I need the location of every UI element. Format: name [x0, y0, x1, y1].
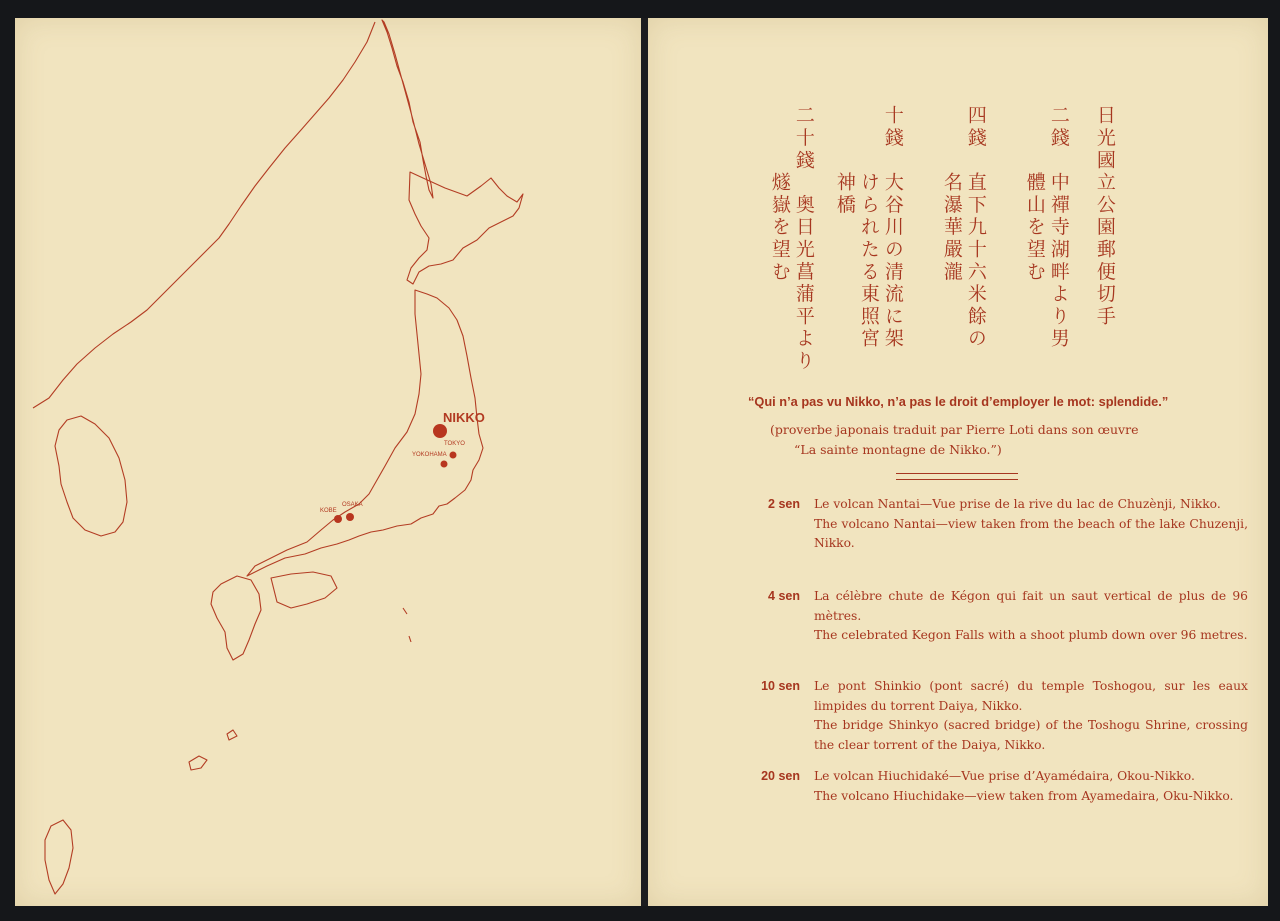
sen-value: 10 sen — [761, 679, 800, 693]
description-en: The volcano Hiuchidake—view taken from Ayamedaira, Oku-Nikko. — [814, 788, 1234, 803]
kobe-label: KOBE — [320, 508, 337, 514]
nikko-label: NIKKO — [443, 410, 485, 425]
hokkaido-outline — [407, 172, 523, 284]
proverb-line-2: “La sainte montagne de Nikko.”) — [794, 442, 1002, 457]
stamp-10-sen-column: 十錢 大谷川の清流に架 — [881, 105, 904, 351]
stamp-description — [814, 677, 1248, 755]
ryukyu-islands — [189, 730, 237, 770]
yokohama-dot — [441, 461, 448, 468]
stamp-2-sen-column: 二錢 中禪寺湖畔より男 — [1047, 105, 1070, 351]
description-en: The volcano Nantai—view taken from the beach of the lake Chuzenji, Nikko. — [814, 516, 1248, 550]
stamp-20-sen-column-cont: 燧嶽を望む — [768, 105, 791, 284]
stamp-description — [814, 587, 1248, 646]
kobe-dot — [334, 515, 342, 523]
asia-mainland-outline — [33, 22, 375, 408]
shikoku-outline — [271, 572, 337, 608]
proverb-line-1: (proverbe japonais traduit par Pierre Loti dans son œuvre — [770, 422, 1139, 437]
taiwan-outline — [45, 820, 73, 894]
proverb-note — [770, 420, 1150, 460]
sen-value: 20 sen — [761, 769, 800, 783]
loti-quote: “Qui n’a pas vu Nikko, n’a pas le droit d’employer le mot: splendide.” — [748, 394, 1169, 409]
stamp-20-sen-column: 二十錢 奥日光菖蒲平より — [792, 105, 815, 373]
stamp-2-sen-column-cont: 體山を望む — [1023, 105, 1046, 284]
honshu-outline — [247, 290, 483, 576]
yokohama-label: YOKOHAMA — [412, 452, 447, 458]
description-fr: Le pont Shinkio (pont sacré) du temple Toshogou, sur les eaux limpides du torrent Daiya, Nikko. — [814, 679, 1248, 713]
description-en: The bridge Shinkyo (sacred bridge) of the Toshogu Shrine, crossing the clear torrent of the Daiya, Nikko. — [814, 718, 1248, 752]
stamp-description — [814, 767, 1248, 806]
sen-value: 4 sen — [768, 589, 800, 603]
right-page — [648, 18, 1268, 906]
kyushu-outline — [211, 576, 261, 660]
stamp-10-sen-column-cont2: 神橋 — [833, 105, 856, 217]
japan-map — [15, 18, 641, 906]
tokyo-dot — [450, 452, 457, 459]
stamp-4-sen-column: 四錢 直下九十六米餘の — [964, 105, 987, 351]
title-column: 日光國立公園郵便切手 — [1093, 105, 1116, 328]
description-fr: La célèbre chute de Kégon qui fait un saut vertical de plus de 96 mètres. — [814, 589, 1248, 623]
osaka-label: OSAKA — [342, 502, 363, 508]
stamp-description — [814, 495, 1248, 554]
tokyo-label: TOKYO — [444, 441, 465, 447]
sakhalin-outline — [382, 20, 433, 198]
description-fr: Le volcan Hiuchidaké—Vue prise d’Ayamédaira, Okou-Nikko. — [814, 769, 1195, 783]
izu-islands — [403, 608, 411, 642]
nikko-dot — [433, 424, 447, 438]
description-fr: Le volcan Nantai—Vue prise de la rive du lac de Chuzènji, Nikko. — [814, 497, 1221, 511]
sen-value: 2 sen — [768, 497, 800, 511]
left-page — [15, 18, 641, 906]
stamp-4-sen-column-cont: 名瀑華嚴瀧 — [940, 105, 963, 284]
ornamental-divider — [896, 473, 1018, 480]
osaka-dot — [346, 513, 354, 521]
page-fold — [641, 18, 648, 906]
description-en: The celebrated Kegon Falls with a shoot plumb down over 96 metres. — [814, 628, 1248, 642]
korea-outline — [55, 416, 127, 536]
stamp-10-sen-column-cont: けられたる東照宮 — [857, 105, 880, 351]
